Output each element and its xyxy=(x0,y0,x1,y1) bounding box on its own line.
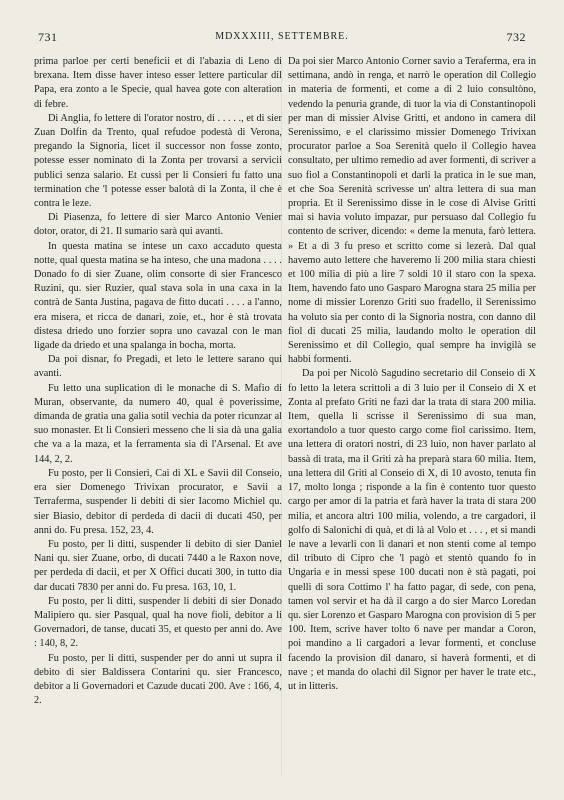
right-column xyxy=(288,55,536,694)
left-column xyxy=(34,55,282,708)
page-number-right: 732 xyxy=(506,30,526,44)
paragraph: Da poi sier Marco Antonio Corner savio a Teraferma, era in settimana, andò in renga, et narrò le operation dil Collegio in materia de formenti, et come a di 2 luio consultòno, vedendo la penuria grande, di tuor la via di Constantinopoli per man di missier Alvise Gritti, et andono in camera dil Serenissimo, e el clarissimo missier Domenego Trivixan procurator parloe a Soa Serenità quelo il Collegio havea consultato, per ultimo remedio ad aver formenti, di scriver a suo fiol a Constantinopoli et darli la pratica in le sue man, et che Soa Serenità scrivesse un' altra lettera di sua man propria. Et il Serenissimo disse in le cose di Alvise Gritti mai si havia voluto impazar, pur persuaso dal Collegio fu contento de scriver, dicendo: « deme la menuta, farò lettera. » Et a dì 3 fu preso et scritto come si lezerà. Dal qual havemo auto lettere che haveremo li 200 milia stara chiesti et 100 milia di più a lire 7 soldi 10 il staro con la spexa. Item, havendo fato uno Gasparo Marogna stara 25 milia per nome di missier Lorenzo Griti suo fradello, il Serenissimo ha voluto sia per conto di la Signoria nostra, con danno dil fiol di ducati 25 milia, laudando molto le operation dil Serenissimo et dil Collegio, qual sempre ha invigilà se habbi formenti. xyxy=(288,56,536,366)
paragraph: Fu posto, per li Consieri, Cai di XL e Savii dil Conseio, era sier Domenego Trivixan procurator, e Savii a Terraferma, suspender li debiti di sier Iacomo Michiel qu. sier Biasio, debitor di perdeda di dacii di ducati 450, per anni do. Fu presa. 152, 23, 4. xyxy=(34,467,282,536)
paragraph: In questa matina se intese un caxo accaduto questa notte, qual questa matina se ha inteso, che una madona . . . . Donado fo di sier Zuane, olim consorte di sier Francesco Ruzini, qu. sier Ruzier, qual stava sola in una caxa in la contrà de Santa Justina, pagava de fitto ducati . . . . a l'anno, era misera, et ricca de danari, zoie, et., hor è stà trovata distesa driedo uno forzier sopra uno cavazal con le man ligade da driedo et una spalanga in bocha, morta. xyxy=(34,240,282,352)
paragraph: Da poi per Nicolò Sagudino secretario dil Conseio di X fo letto la letera scrittoli a di 3 luio per il Conseio di X et Zonta al prefato Griti ne fazi dar la trata di stara 200 milia. Item, quella li scrisse il Serenissimo di sua man, exortandolo a tuor questo cargo come fiol carissimo. Item, una lettera di oratori nostri, di 23 luio, non haver parlato al bassà di trata, ma il Griti zà ha preparà stara 60 milia. Item, una lettera dil Griti al Conseio di X, di 10 avosto, tenuta fin 17, molto longa ; risponde a la fin è contento tuor questo cargo per amor di la patria et farà haver la trata di stara 200 milia, et ancora altri 100 milia, volendo, a tre cargadori, il golfo di Salonichi di quà, et di là al Volo et . . . , et si mandi le nave a levarli con li danari et non stenti come al tempo dil tributo di Cipro che 'l pagò et stentò quando fo in Ungaria e in messi spese 100 ducati non è stà pagati, poi quelli di sora Cottimo l' ha fatto pagar, di sede, con pena, tamen vol servir et ha dà il cargo a do sier Marco Loredan qu. sier Lorenzo et Gasparo Marogna con provision di 5 per 100. Item, scrive haver tolto 6 nave per mandar a Coron, poi mandino a li cargadori a levar formenti, et concluse facendo la provision dil danaro, si haverà formenti, et di nave ; et manda do olachi dil Signor per haver le trate etc., ut in litteris. xyxy=(288,368,536,692)
paragraph: Fu letto una suplication di le monache di S. Mafio di Muran, observante, da numero 40, qual è poverissime, dimanda de gratia una galia sotil vechia da poter ricunzar al suo monaster. Et li Consieri messeno che li sia dà una galia che va a la maza, et la ferramenta sia di l'Arsenal. Et ave 144, 2, 2. xyxy=(34,382,282,465)
column-divider xyxy=(281,55,282,775)
paragraph: Fu posto, per li ditti, suspender per do anni ut supra il debito di sier Baldissera Contarini qu. sier Francesco, debitor a li Governadori et Cazude ducati 200. Ave : 166, 4, 2. xyxy=(34,652,282,707)
page-header xyxy=(30,30,534,48)
paragraph: Di Anglia, fo lettere di l'orator nostro, di . . . . ., et di sier Zuan Dolfin da Trento, qual refudoe podestà di Verona, pregando la Signoria, licet il successor non fosse zonto, potesse esser nominato di la Zonta per trovarsi a servicii publici senza salario. Et cussì per li Consieri fu fatto una termination che 'l potesse esser balotà di la Zonta, il che è contra le leze. xyxy=(34,112,282,210)
paragraph: Fu posto, per li ditti, suspender li debiti di sier Donado Malipiero qu. sier Pasqual, qual ha nove fioli, debitor a li Governadori, de tanse, ducati 35, et questo per anni do. Ave : 140, 8, 2. xyxy=(34,595,282,650)
paragraph: Fu posto, per li ditti, suspender li debito di sier Daniel Nani qu. sier Zuane, orbo, di ducati 7440 a le Raxon nove, per perdeda di dacii, et per X Offici ducati 300, in tutto dia dar ducati 7830 per anni do. Fu presa. 163, 10, 1. xyxy=(34,538,282,593)
paragraph: prima parloe per certi beneficii et di l'abazia di Leno di brexana. Item disse haver inteso esser lettere particular dil Papa, era zonto a le Specie, qual havea gote con alteration di febre. xyxy=(34,56,282,110)
paragraph: Di Piasenza, fo lettere di sier Marco Antonio Venier dotor, orator, di 21. Il sumario sarà qui avanti. xyxy=(34,212,282,238)
page-number-left: 731 xyxy=(38,30,58,44)
paragraph: Da poi disnar, fo Pregadi, et leto le lettere sarano qui avanti. xyxy=(34,354,282,380)
running-title: MDXXXIII, SETTEMBRE. xyxy=(215,31,349,42)
